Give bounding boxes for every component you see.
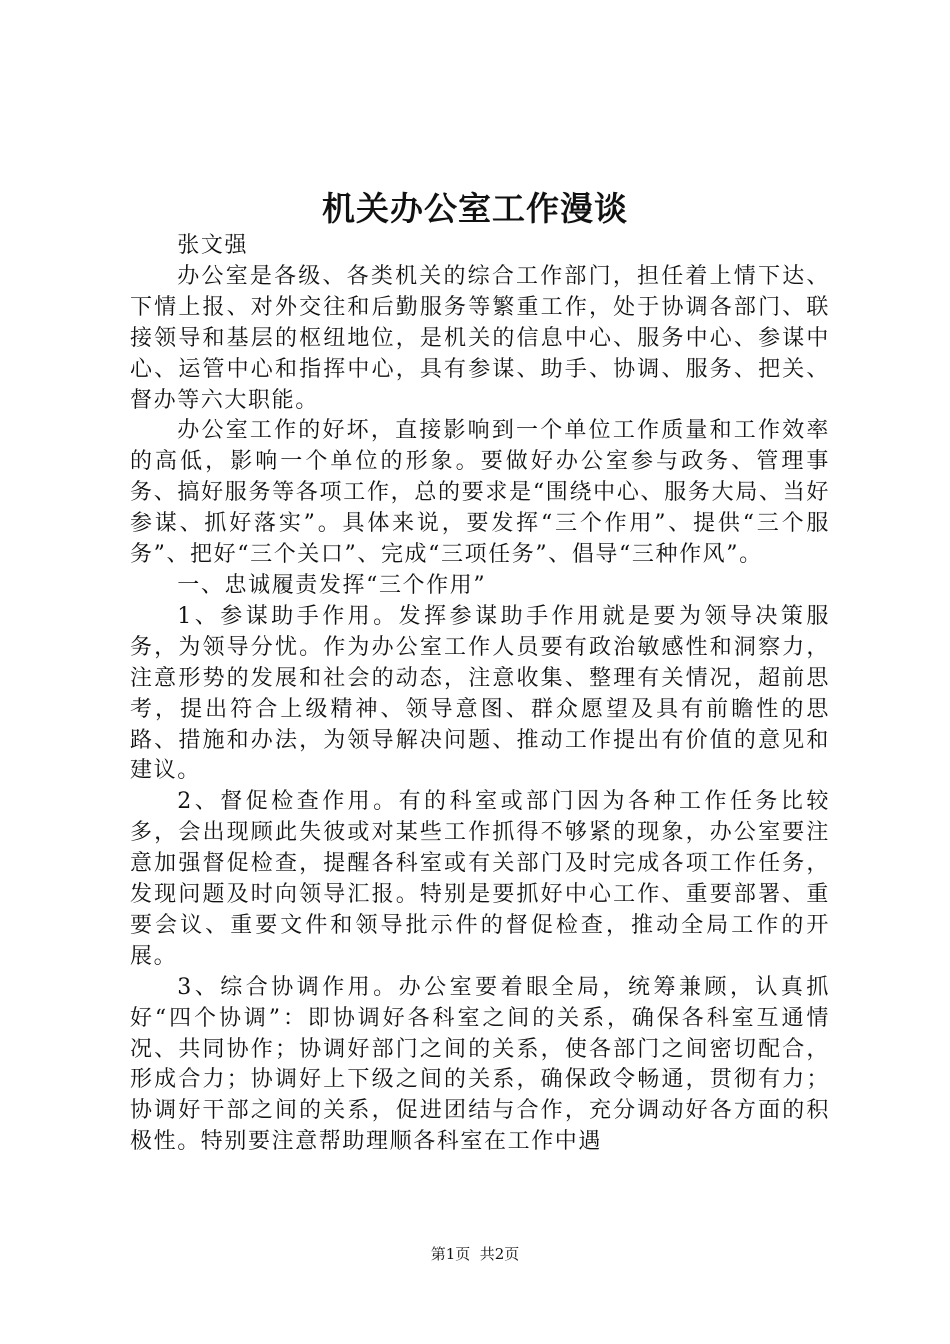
paragraph-requirements: 办公室工作的好坏，直接影响到一个单位工作质量和工作效率的高低，影响一个单位的形象。要做好办公室参与政务、管理事务、搞好服务等各项工作，总的要求是“围绕中心、服务大局、当好参谋、抓好落实”。具体来说，要发挥“三个作用”、提供“三个服务”、把好“三个关口”、完成“三项任务”、倡导“三种作风”。 — [130, 418, 830, 568]
document-title: 机关办公室工作漫谈 — [322, 189, 628, 228]
page-number: 第1页 共2页 — [430, 1245, 520, 1263]
page-footer — [0, 1243, 950, 1265]
paragraph-item-3: 3、综合协调作用。办公室要着眼全局，统筹兼顾，认真抓好“四个协调”：即协调好各科室之间的关系，确保各科室互通情况、共同协作；协调好部门之间的关系，使各部门之间密切配合，形成合力；协调好上下级之间的关系，确保政令畅通，贯彻有力；协调好干部之间的关系，促进团结与合作，充分调动好各方面的积极性。特别要注意帮助理顺各科室在工作中遇 — [130, 974, 830, 1155]
section-heading: 一、忠诚履责发挥“三个作用” — [177, 572, 487, 598]
author-name: 张文强 — [177, 233, 249, 258]
paragraph-item-1: 1、参谋助手作用。发挥参谋助手作用就是要为领导决策服务，为领导分忧。作为办公室工作人员要有政治敏感性和洞察力，注意形势的发展和社会的动态，注意收集、整理有关情况，超前思考，提出符合上级精神、领导意图、群众愿望及具有前瞻性的思路、措施和办法，为领导解决问题、推动工作提出有价值的意见和建议。 — [130, 603, 830, 784]
paragraph-intro: 办公室是各级、各类机关的综合工作部门，担任着上情下达、下情上报、对外交往和后勤服务等繁重工作，处于协调各部门、联接领导和基层的枢纽地位，是机关的信息中心、服务中心、参谋中心、运管中心和指挥中心，具有参谋、助手、协调、服务、把关、督办等六大职能。 — [130, 263, 830, 413]
document-body — [130, 231, 830, 1158]
paragraph-item-2: 2、督促检查作用。有的科室或部门因为各种工作任务比较多，会出现顾此失彼或对某些工作抓得不够紧的现象，办公室要注意加强督促检查，提醒各科室或有关部门及时完成各项工作任务，发现问题及时向领导汇报。特别是要抓好中心工作、重要部署、重要会议、重要文件和领导批示件的督促检查，推动全局工作的开展。 — [130, 789, 830, 969]
